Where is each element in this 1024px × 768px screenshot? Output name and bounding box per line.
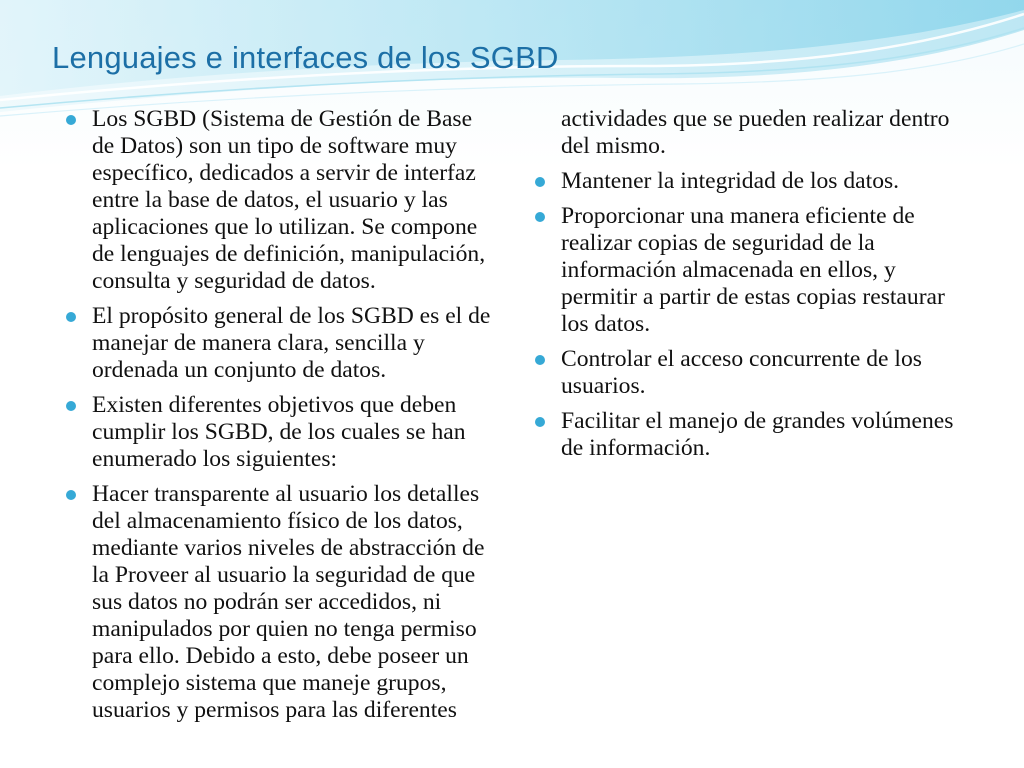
- bullet-dot-icon: [535, 417, 545, 427]
- bullet-dot-icon: [535, 355, 545, 365]
- bullet-item: [66, 392, 497, 473]
- bullet-list: [66, 106, 966, 736]
- bullet-text: Proporcionar una manera eficiente de realizar copias de seguridad de la información almacenada en ellos, y permitir a partir de estas copias restaurar los datos.: [561, 203, 945, 337]
- slide-body: [66, 106, 966, 736]
- bullet-item: [535, 408, 966, 462]
- bullet-dot-icon: [535, 212, 545, 222]
- bullet-text: Los SGBD (Sistema de Gestión de Base de Datos) son un tipo de software muy específico, dedicados a servir de interfaz entre la base de datos, el usuario y las aplicaciones que lo utilizan. Se compone de lenguajes de definición, manipulación, consulta y seguridad de datos.: [92, 106, 486, 294]
- bullet-text: Hacer transparente al usuario los detalles del almacenamiento físico de los datos, mediante varios niveles de abstracción de la Proveer al usuario la seguridad de que sus datos no podrán ser accedidos, ni manipulados por quien no tenga permiso para ello. Debido a esto, debe poseer un complejo sistema que maneje grupos, usuarios y permisos para las diferentes actividades que se pueden realizar dentro del mismo.: [92, 106, 950, 723]
- bullet-text: Existen diferentes objetivos que deben cumplir los SGBD, de los cuales se han enumerado los siguientes:: [92, 392, 466, 472]
- bullet-dot-icon: [535, 177, 545, 187]
- bullet-item: [66, 303, 497, 384]
- bullet-dot-icon: [66, 401, 76, 411]
- slide-title: Lenguajes e interfaces de los SGBD: [52, 40, 559, 75]
- bullet-item: [535, 168, 966, 195]
- bullet-text: El propósito general de los SGBD es el de manejar de manera clara, sencilla y ordenada un conjunto de datos.: [92, 303, 491, 383]
- bullet-text: Controlar el acceso concurrente de los usuarios.: [561, 346, 922, 399]
- bullet-text: Facilitar el manejo de grandes volúmenes de información.: [561, 408, 954, 461]
- bullet-text: Mantener la integridad de los datos.: [561, 168, 900, 194]
- bullet-dot-icon: [66, 312, 76, 322]
- bullet-item: [535, 203, 966, 338]
- bullet-dot-icon: [66, 115, 76, 125]
- bullet-item: [535, 346, 966, 400]
- bullet-item: [66, 106, 497, 295]
- bullet-dot-icon: [66, 490, 76, 500]
